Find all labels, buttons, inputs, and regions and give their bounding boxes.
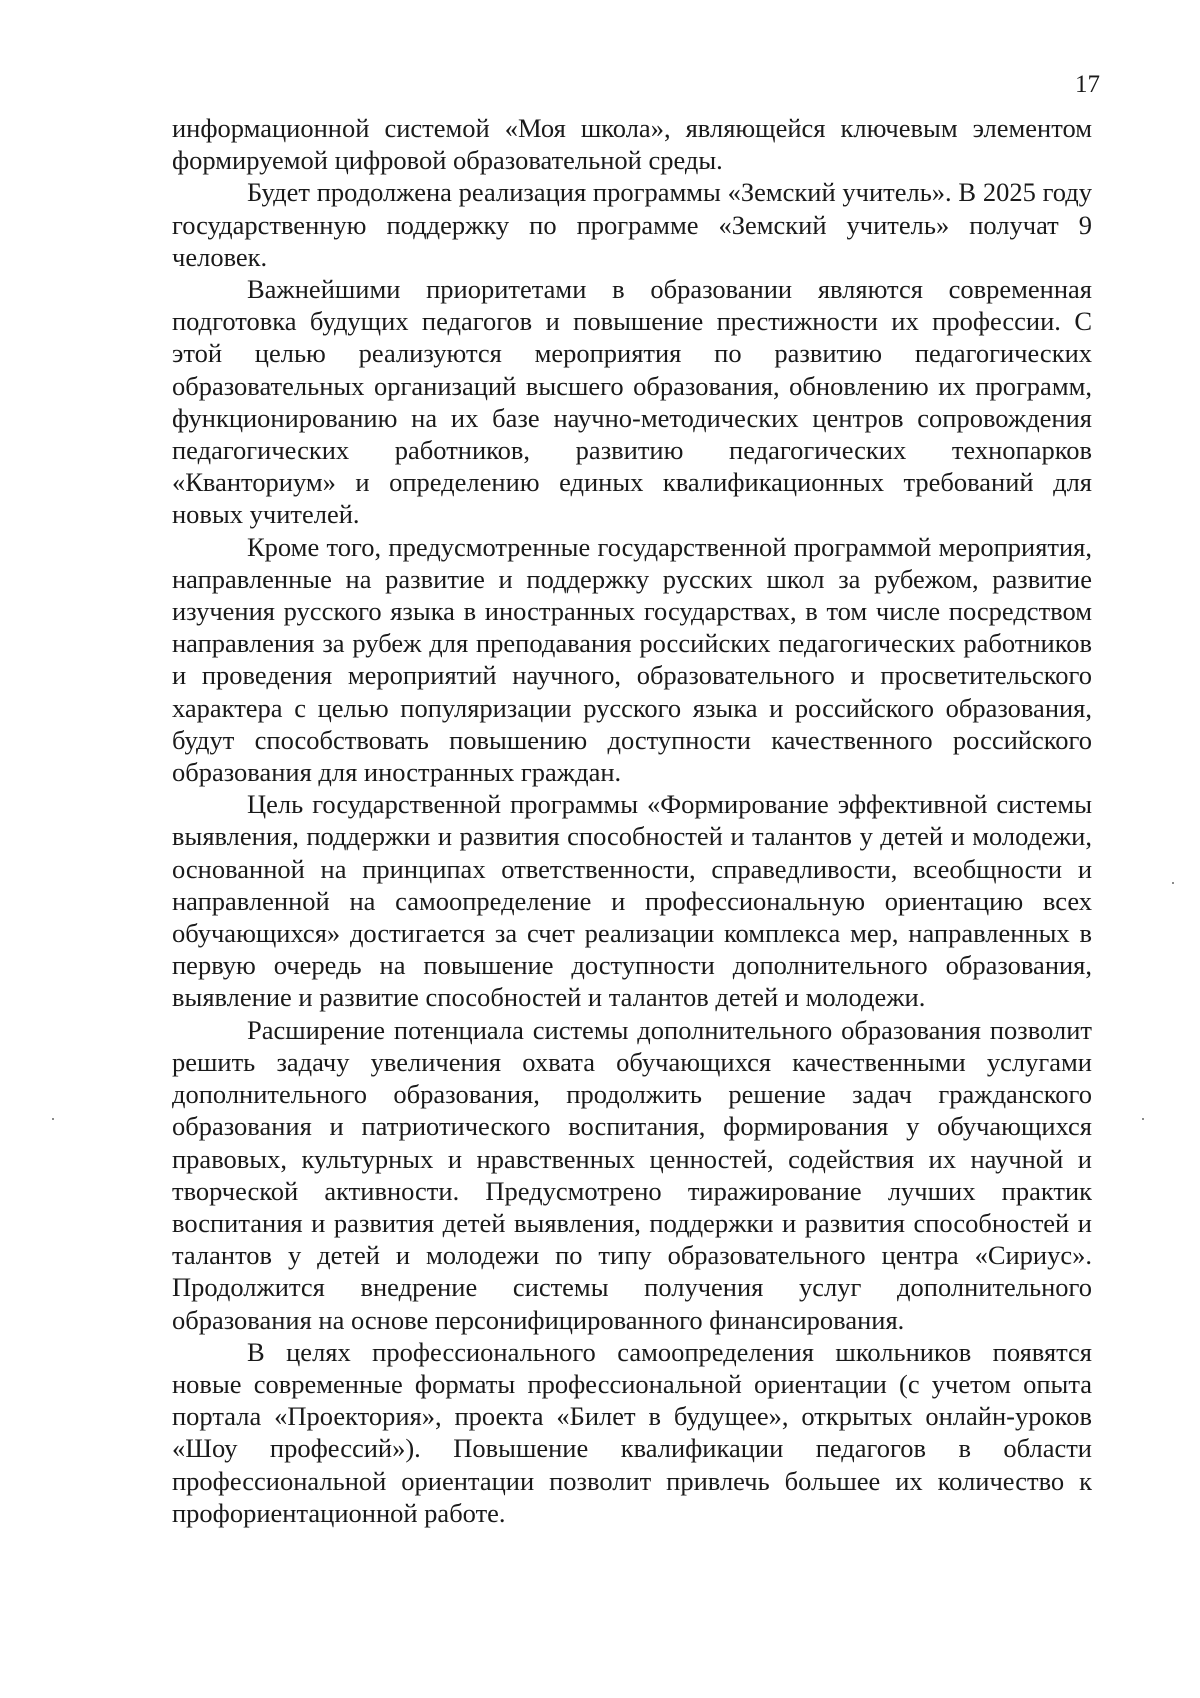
- paragraph: Будет продолжена реализация программы «Земский учитель». В 2025 году государственную поддержку по программе «Земский учитель» получат 9 человек.: [172, 177, 1092, 272]
- paragraph: Важнейшими приоритетами в образовании являются современная подготовка будущих педагогов и повышение престижности их профессии. С этой целью реализуются мероприятия по развитию педагогических образовательных организаций высшего образования, обновлению их программ, функционированию на их базе научно-методических центров сопровождения педагогических работников, развитию педагогических технопарков «Кванториум» и определению единых квалификационных требований для новых учителей.: [172, 274, 1092, 530]
- paragraph: Расширение потенциала системы дополнительного образования позволит решить задачу увеличения охвата обучающихся качественными услугами дополнительного образования, продолжить решение задач гражданского образования и патриотического воспитания, формирования у обучающихся правовых, культурных и нравственных ценностей, содействия их научной и творческой активности. Предусмотрено тиражирование лучших практик воспитания и развития детей выявления, поддержки и развития способностей и талантов у детей и молодежи по типу образовательного центра «Сириус». Продолжится внедрение системы получения услуг дополнительного образования на основе персонифицированного финансирования.: [172, 1014, 1092, 1335]
- paragraph: информационной системой «Моя школа», являющейся ключевым элементом формируемой цифровой образовательной среды.: [172, 113, 1092, 176]
- paragraph: Кроме того, предусмотренные государственной программой мероприятия, направленные на развитие и поддержку русских школ за рубежом, развитие изучения русского языка в иностранных государствах, в том числе посредством направления за рубеж для преподавания российских педагогических работников и проведения мероприятий научного, образовательного и просветительского характера с целью популяризации русского языка и российского образования, будут способствовать повышению доступности качественного российского образования для иностранных граждан.: [172, 531, 1092, 788]
- paragraph: Цель государственной программы «Формирование эффективной системы выявления, поддержки и развития способностей и талантов у детей и молодежи, основанной на принципах ответственности, справедливости, всеобщности и направленной на самоопределение и профессиональную ориентацию всех обучающихся» достигается за счет реализации комплекса мер, направленных в первую очередь на повышение доступности дополнительного образования, выявление и развитие способностей и талантов детей и молодежи.: [172, 789, 1092, 1013]
- scan-speck: [52, 1118, 54, 1120]
- page-number: 17: [1075, 71, 1100, 98]
- scan-speck: [1142, 1118, 1144, 1120]
- scan-speck: [1172, 882, 1174, 884]
- document-body: [172, 112, 1092, 1529]
- paragraph: В целях профессионального самоопределения школьников появятся новые современные форматы профессиональной ориентации (с учетом опыта портала «Проектория», проекта «Билет в будущее», открытых онлайн-уроков «Шоу профессий»). Повышение квалификации педагогов в области профессиональной ориентации позволит привлечь большее их количество к профориентационной работе.: [172, 1336, 1092, 1528]
